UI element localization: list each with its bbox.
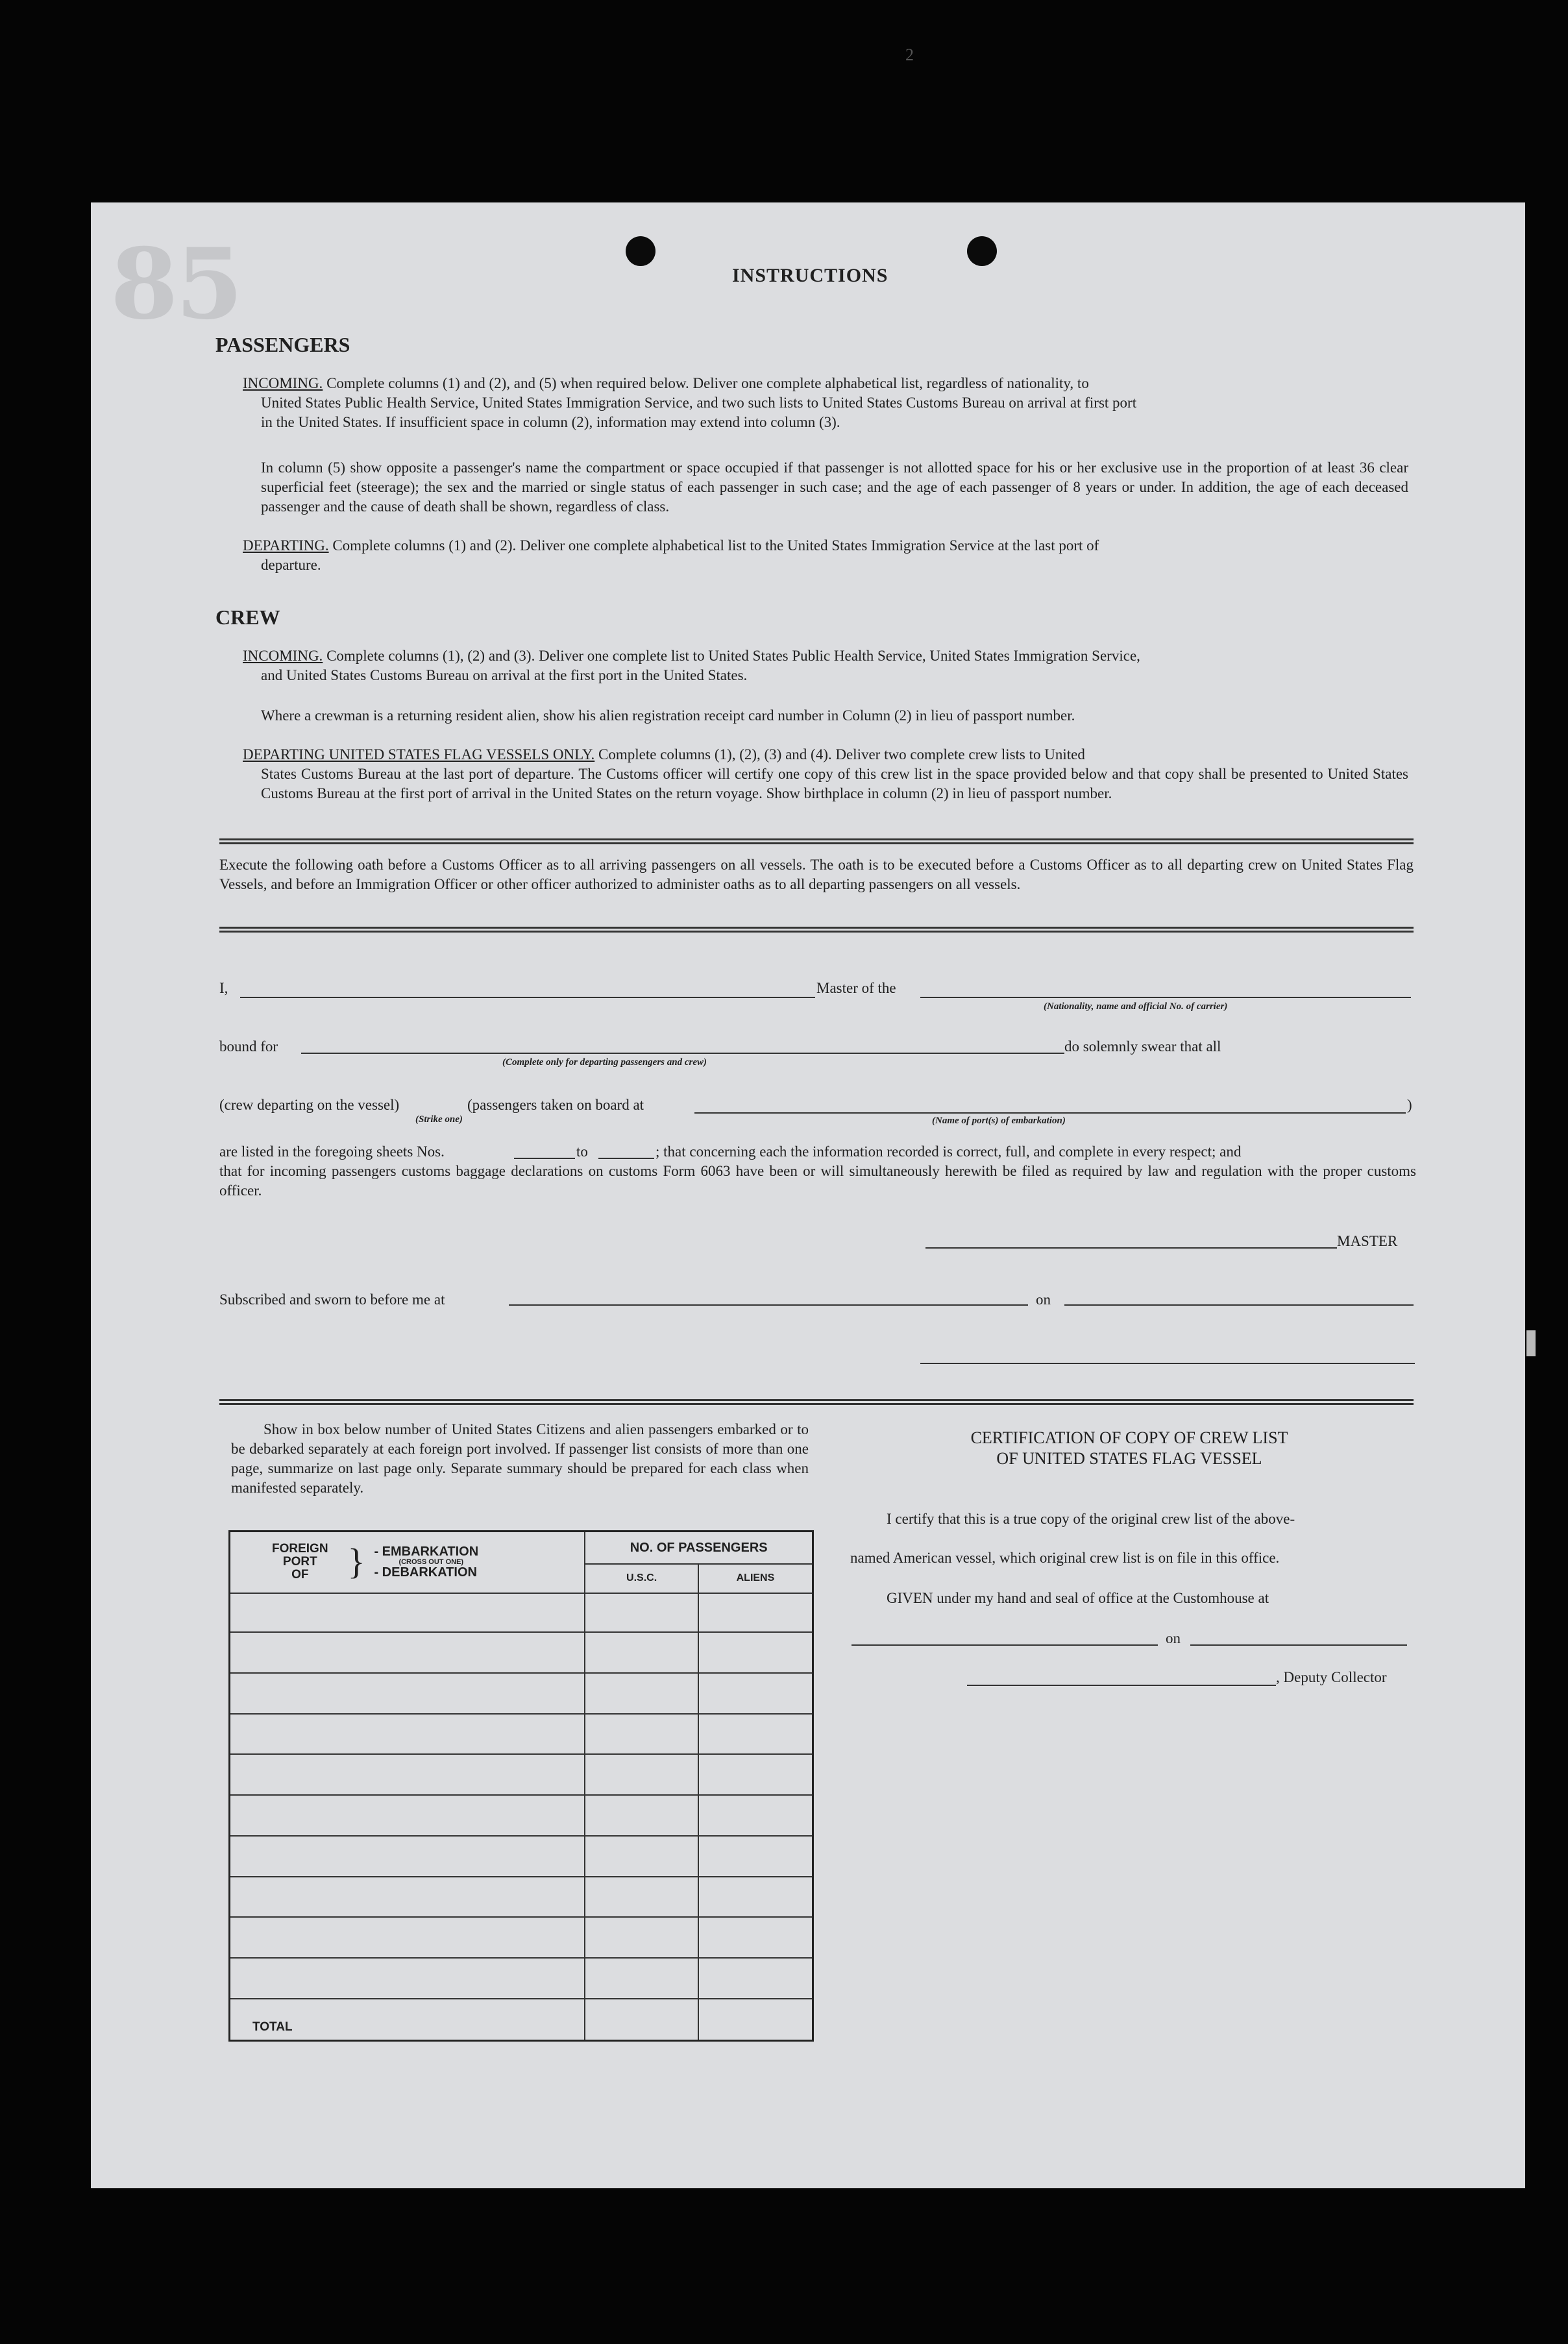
passengers-departing-text: Complete columns (1) and (2). Deliver one complete alphabetical list to the United States Immigration Service at the last port of bbox=[332, 537, 1099, 554]
listed-text-1: are listed in the foregoing sheets Nos. bbox=[219, 1143, 445, 1160]
punch-hole-left bbox=[626, 236, 655, 266]
aliens-cell[interactable] bbox=[698, 1714, 813, 1755]
passengers-incoming-line1 bbox=[243, 374, 1089, 393]
port-cell[interactable] bbox=[230, 1795, 585, 1836]
punch-hole-right bbox=[967, 236, 997, 266]
passengers-heading: PASSENGERS bbox=[215, 333, 350, 356]
strike-one-note: (Strike one) bbox=[415, 1114, 463, 1125]
usc-cell[interactable] bbox=[585, 1877, 698, 1918]
passengers-incoming-label: INCOMING. bbox=[243, 375, 323, 391]
certify-text-2: named American vessel, which original crew list is on file in this office. bbox=[850, 1550, 1280, 1566]
listed-text-rest: that for incoming passengers customs baggage declarations on customs Form 6063 have been or will simultaneously herewith be filed as required by law and regulation with the proper customs officer. bbox=[219, 1163, 1416, 1199]
page-number: 2 bbox=[905, 45, 914, 64]
deputy-signature-field[interactable] bbox=[967, 1685, 1276, 1686]
usc-total-cell[interactable] bbox=[585, 1999, 698, 2041]
aliens-cell[interactable] bbox=[698, 1754, 813, 1795]
port-header-cell bbox=[230, 1532, 585, 1593]
on-label: on bbox=[1036, 1291, 1051, 1308]
usc-cell[interactable] bbox=[585, 1795, 698, 1836]
close-paren: ) bbox=[1407, 1097, 1412, 1113]
master-name-field[interactable] bbox=[240, 997, 815, 998]
passenger-summary-table bbox=[228, 1530, 814, 2042]
crew-incoming-line1 bbox=[243, 646, 1140, 666]
aliens-header: ALIENS bbox=[698, 1564, 813, 1593]
certify-text-3: GIVEN under my hand and seal of office at the Customhouse at bbox=[887, 1590, 1269, 1606]
port-cell[interactable] bbox=[230, 1877, 585, 1918]
master-label: MASTER bbox=[1337, 1233, 1398, 1249]
total-label: TOTAL bbox=[230, 1999, 585, 2041]
embarkation-label: - EMBARKATION bbox=[374, 1544, 479, 1559]
usc-cell[interactable] bbox=[585, 1958, 698, 1999]
embarkation-note: (Name of port(s) of embarkation) bbox=[932, 1116, 1066, 1126]
of-label: OF bbox=[291, 1568, 309, 1582]
bound-for-label: bound for bbox=[219, 1038, 278, 1055]
certification-title-line2: OF UNITED STATES FLAG VESSEL bbox=[996, 1449, 1262, 1468]
foreign-port-of-label bbox=[272, 1543, 328, 1581]
certify-text-1: I certify that this is a true copy of the original crew list of the above- bbox=[887, 1511, 1295, 1527]
passengers-column5-paragraph: In column (5) show opposite a passenger's name the compartment or space occupied if that passenger is not allotted space for his or her exclusive use in the proportion of at least 36 clear superficial feet (steerage); the sex and the married or single status of each passenger in such case; and the age of each passenger of 8 years or under. In addition, the age of each deceased passenger and the cause of death shall be shown, regardless of class. bbox=[261, 459, 1408, 515]
port-cell[interactable] bbox=[230, 1714, 585, 1755]
crew-departing-text: Complete columns (1), (2), (3) and (4). Deliver two complete crew lists to United bbox=[598, 746, 1085, 763]
usc-cell[interactable] bbox=[585, 1632, 698, 1673]
crew-departing-paragraph: States Customs Bureau at the last port of departure. The Customs officer will certify one copy of this crew list in the space provided below and that copy shall be presented to United States Customs Bureau at the first port of arrival in the United States on the return voyage. Show birthplace in column (2) in lieu of passport number. bbox=[261, 766, 1408, 801]
oath-i: I, bbox=[219, 980, 228, 996]
embark-debark-label bbox=[374, 1545, 478, 1579]
debarkation-label: - DEBARKATION bbox=[374, 1565, 477, 1580]
aliens-cell[interactable] bbox=[698, 1593, 813, 1633]
aliens-cell[interactable] bbox=[698, 1795, 813, 1836]
usc-cell[interactable] bbox=[585, 1714, 698, 1755]
aliens-cell[interactable] bbox=[698, 1877, 813, 1918]
crew-resident-alien-text: Where a crewman is a returning resident alien, show his alien registration receipt card number in Column (2) in lieu of passport number. bbox=[261, 707, 1075, 724]
page-title: INSTRUCTIONS bbox=[732, 265, 888, 286]
listed-text-2: ; that concerning each the information recorded is correct, full, and complete in every respect; and bbox=[655, 1143, 1242, 1160]
sworn-place-field[interactable] bbox=[509, 1304, 1028, 1306]
sheet-from-field[interactable] bbox=[514, 1158, 575, 1159]
passengers-incoming-line2: United States Public Health Service, United States Immigration Service, and two such lists to United States Customs Bureau on arrival at first port bbox=[261, 395, 1137, 411]
passengers-departing-label: DEPARTING. bbox=[243, 537, 329, 554]
port-cell[interactable] bbox=[230, 1958, 585, 1999]
crew-heading: CREW bbox=[215, 605, 280, 629]
usc-cell[interactable] bbox=[585, 1593, 698, 1633]
usc-cell[interactable] bbox=[585, 1673, 698, 1714]
usc-cell[interactable] bbox=[585, 1917, 698, 1958]
customhouse-field[interactable] bbox=[851, 1644, 1158, 1646]
usc-header: U.S.C. bbox=[585, 1564, 698, 1593]
deputy-collector-label: , Deputy Collector bbox=[1276, 1669, 1387, 1685]
sworn-date-field[interactable] bbox=[1064, 1304, 1414, 1306]
stamped-number: 85 bbox=[110, 227, 241, 341]
aliens-cell[interactable] bbox=[698, 1917, 813, 1958]
certification-title bbox=[883, 1428, 1376, 1469]
brace-icon: } bbox=[347, 1542, 365, 1583]
port-cell[interactable] bbox=[230, 1593, 585, 1633]
officer-signature-field[interactable] bbox=[920, 1363, 1415, 1364]
no-passengers-header: NO. OF PASSENGERS bbox=[585, 1532, 813, 1565]
divider bbox=[219, 838, 1414, 844]
aliens-cell[interactable] bbox=[698, 1632, 813, 1673]
swear-text: do solemnly swear that all bbox=[1064, 1038, 1221, 1055]
master-signature-field[interactable] bbox=[925, 1247, 1337, 1249]
aliens-cell[interactable] bbox=[698, 1958, 813, 1999]
certification-title-line1: CERTIFICATION OF COPY OF CREW LIST bbox=[970, 1428, 1288, 1447]
usc-cell[interactable] bbox=[585, 1754, 698, 1795]
certify-date-field[interactable] bbox=[1190, 1644, 1407, 1646]
port-cell[interactable] bbox=[230, 1754, 585, 1795]
passengers-incoming-line3: in the United States. If insufficient space in column (2), information may extend into column (3). bbox=[261, 414, 840, 430]
subscribed-label: Subscribed and sworn to before me at bbox=[219, 1291, 445, 1308]
sheet-to-field[interactable] bbox=[598, 1158, 654, 1159]
paper-edge bbox=[1526, 1330, 1536, 1356]
carrier-note: (Nationality, name and official No. of carrier) bbox=[1044, 1001, 1228, 1012]
crew-departing-option: (crew departing on the vessel) bbox=[219, 1097, 400, 1113]
cross-out-label: (CROSS OUT ONE) bbox=[398, 1558, 464, 1567]
passengers-departing-line2: departure. bbox=[261, 557, 321, 573]
foreign-label: FOREIGN bbox=[272, 1542, 328, 1556]
aliens-cell[interactable] bbox=[698, 1836, 813, 1877]
port-cell[interactable] bbox=[230, 1673, 585, 1714]
usc-cell[interactable] bbox=[585, 1836, 698, 1877]
passengers-departing-line1 bbox=[243, 536, 1099, 555]
aliens-total-cell[interactable] bbox=[698, 1999, 813, 2041]
to-label: to bbox=[576, 1143, 588, 1160]
crew-departing-line1 bbox=[243, 745, 1085, 764]
divider bbox=[219, 927, 1414, 933]
certify-on-label: on bbox=[1166, 1630, 1181, 1646]
crew-incoming-line2: and United States Customs Bureau on arrival at the first port in the United States. bbox=[261, 667, 748, 683]
port-cell[interactable] bbox=[230, 1836, 585, 1877]
port-cell[interactable] bbox=[230, 1917, 585, 1958]
oath-instructions: Execute the following oath before a Customs Officer as to all arriving passengers on all vessels. The oath is to be executed before a Customs Officer as to all departing crew on United States Flag Vessels, and before an Immigration Officer or other officer authorized to administer oaths as to all departing passengers on all vessels. bbox=[219, 857, 1414, 892]
passengers-incoming-text: Complete columns (1) and (2), and (5) when required below. Deliver one complete alphabetical list, regardless of nationality, to bbox=[326, 375, 1089, 391]
port-label: PORT bbox=[282, 1555, 317, 1569]
master-of-the-label: Master of the bbox=[816, 980, 896, 996]
bound-for-note: (Complete only for departing passengers and crew) bbox=[502, 1057, 707, 1068]
passengers-taken-option: (passengers taken on board at bbox=[467, 1097, 644, 1113]
divider bbox=[219, 1399, 1414, 1405]
crew-incoming-label: INCOMING. bbox=[243, 648, 323, 664]
summary-instructions: Show in box below number of United States Citizens and alien passengers embarked or to be debarked separately at each foreign port involved. If passenger list consists of more than one page, summarize on last page only. Separate summary should be prepared for each class when manifested separately. bbox=[231, 1421, 809, 1496]
crew-departing-label: DEPARTING UNITED STATES FLAG VESSELS ONLY. bbox=[243, 746, 595, 763]
port-cell[interactable] bbox=[230, 1632, 585, 1673]
crew-incoming-text: Complete columns (1), (2) and (3). Deliver one complete list to United States Public Health Service, United States Immigration Service, bbox=[326, 648, 1140, 664]
aliens-cell[interactable] bbox=[698, 1673, 813, 1714]
